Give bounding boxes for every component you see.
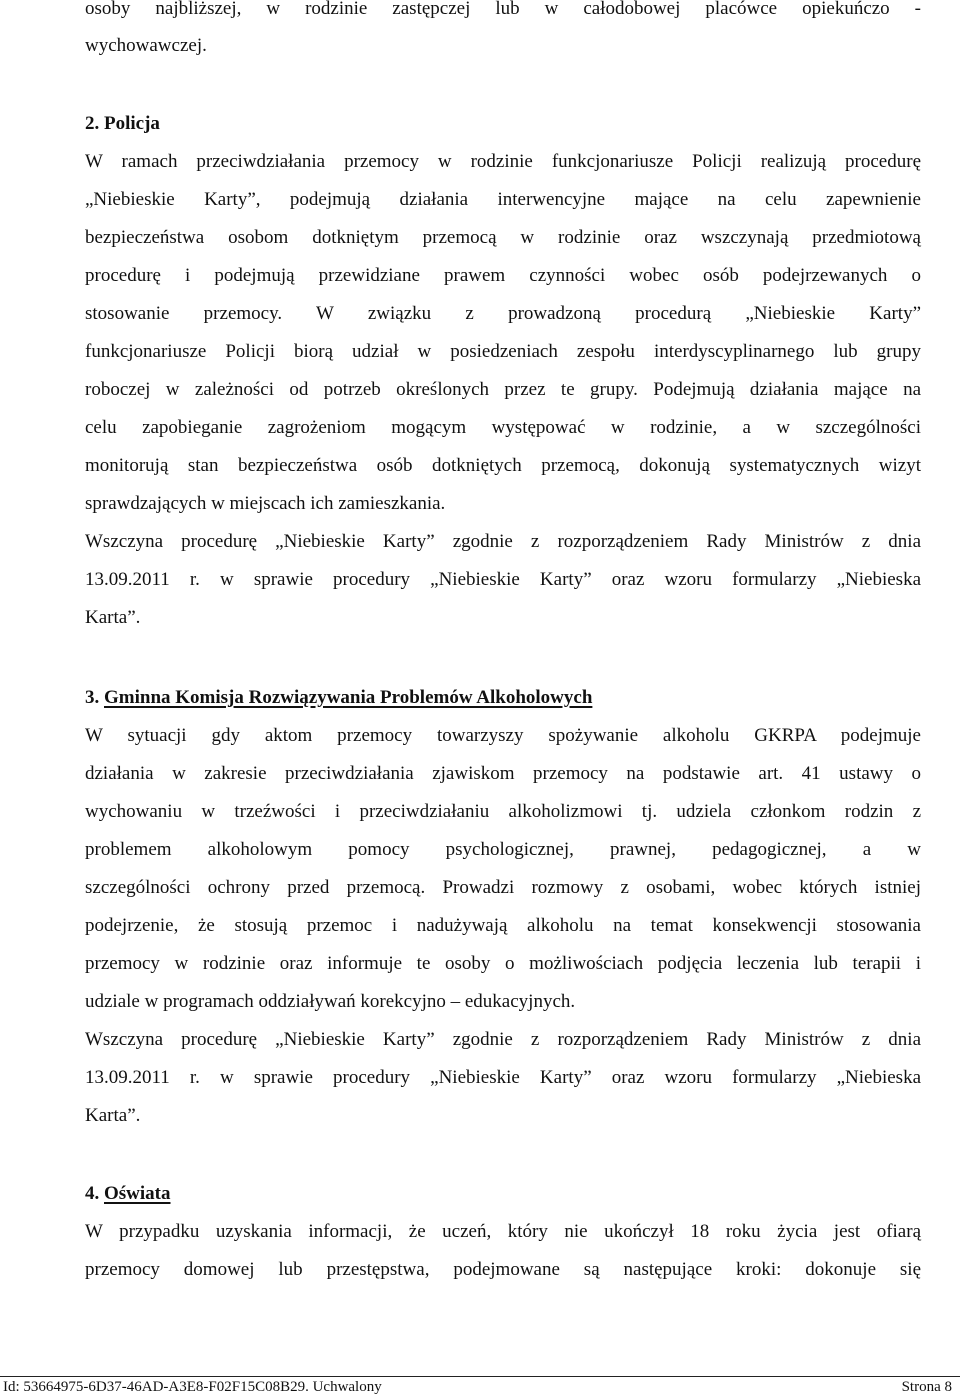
section-title: Policja [104, 113, 160, 134]
section-heading-gkrpa [85, 679, 921, 717]
paragraph-line: Wszczyna procedurę „Niebieskie Karty” zgodnie z rozporządzeniem Rady Ministrów z dnia [85, 531, 921, 552]
paragraph-line: monitorują stan bezpieczeństwa osób dotkniętych przemocą, dokonują systematycznych wizyt [85, 455, 921, 476]
paragraph-line: przemocy domowej lub przestępstwa, podejmowane są następujące kroki: dokonuje się [85, 1259, 921, 1280]
footer-divider [0, 1376, 960, 1377]
page-number: Strona 8 [901, 1379, 952, 1395]
paragraph-line: wychowaniu w trzeźwości i przeciwdziałaniu alkoholizmowi tj. udziela członkom rodzin z [85, 801, 921, 822]
paragraph-line: celu zapobieganie zagrożeniom mogącym występować w rodzinie, a w szczególności [85, 417, 921, 438]
paragraph-line: Karta”. [85, 1105, 141, 1126]
page-footer [0, 1374, 960, 1396]
paragraph-line: działania w zakresie przeciwdziałania zjawiskom przemocy na podstawie art. 41 ustawy o [85, 763, 921, 784]
paragraph-line: szczególności ochrony przed przemocą. Prowadzi rozmowy z osobami, wobec których istniej [85, 877, 921, 898]
paragraph-line: problemem alkoholowym pomocy psychologicznej, prawnej, pedagogicznej, a w [85, 839, 921, 860]
paragraph-line: funkcjonariusze Policji biorą udział w posiedzeniach zespołu interdyscyplinarnego lub grupy [85, 341, 921, 362]
section-number: 4. [85, 1183, 100, 1204]
section-heading-education [85, 1175, 921, 1213]
paragraph-line: W sytuacji gdy aktom przemocy towarzyszy spożywanie alkoholu GKRPA podejmuje [85, 725, 921, 746]
paragraph-line: osoby najbliższej, w rodzinie zastępczej lub w całodobowej placówce opiekuńczo - [85, 0, 921, 19]
paragraph-line: wychowawczej. [85, 35, 207, 56]
paragraph-line: udziale w programach oddziaływań korekcyjno – edukacyjnych. [85, 991, 576, 1012]
paragraph-line: „Niebieskie Karty”, podejmują działania interwencyjne mające na celu zapewnienie [85, 189, 921, 210]
paragraph-line: procedurę i podejmują przewidziane prawem czynności wobec osób podejrzewanych o [85, 265, 921, 286]
paragraph-line: roboczej w zależności od potrzeb określonych przez te grupy. Podejmują działania mające na [85, 379, 921, 400]
paragraph-line: stosowanie przemocy. W związku z prowadzoną procedurą „Niebieskie Karty” [85, 303, 921, 324]
paragraph-line: podejrzenie, że stosują przemoc i nadużywają alkoholu na temat konsekwencji stosowania [85, 915, 921, 936]
paragraph-line: W przypadku uzyskania informacji, że uczeń, który nie ukończył 18 roku życia jest ofiarą [85, 1221, 921, 1242]
paragraph-line: przemocy w rodzinie oraz informuje te osoby o możliwościach podjęcia leczenia lub terapii i [85, 953, 921, 974]
section-number: 2. [85, 113, 100, 134]
section-heading-police [85, 105, 921, 143]
paragraph-line: Karta”. [85, 607, 141, 628]
paragraph-line: 13.09.2011 r. w sprawie procedury „Niebieskie Karty” oraz wzoru formularzy „Niebieska [85, 569, 921, 590]
document-id: Id: 53664975-6D37-46AD-A3E8-F02F15C08B29. Uchwalony [3, 1379, 382, 1395]
paragraph-line: Wszczyna procedurę „Niebieskie Karty” zgodnie z rozporządzeniem Rady Ministrów z dnia [85, 1029, 921, 1050]
paragraph-line: W ramach przeciwdziałania przemocy w rodzinie funkcjonariusze Policji realizują procedurę [85, 151, 921, 172]
section-number: 3. [85, 687, 100, 708]
section-title: Gminna Komisja Rozwiązywania Problemów Alkoholowych [104, 687, 593, 708]
section-title: Oświata [104, 1183, 171, 1204]
paragraph-line: bezpieczeństwa osobom dotkniętym przemocą w rodzinie oraz wszczynają przedmiotową [85, 227, 921, 248]
paragraph-line: sprawdzających w miejscach ich zamieszkania. [85, 493, 446, 514]
paragraph-line: 13.09.2011 r. w sprawie procedury „Niebieskie Karty” oraz wzoru formularzy „Niebieska [85, 1067, 921, 1088]
